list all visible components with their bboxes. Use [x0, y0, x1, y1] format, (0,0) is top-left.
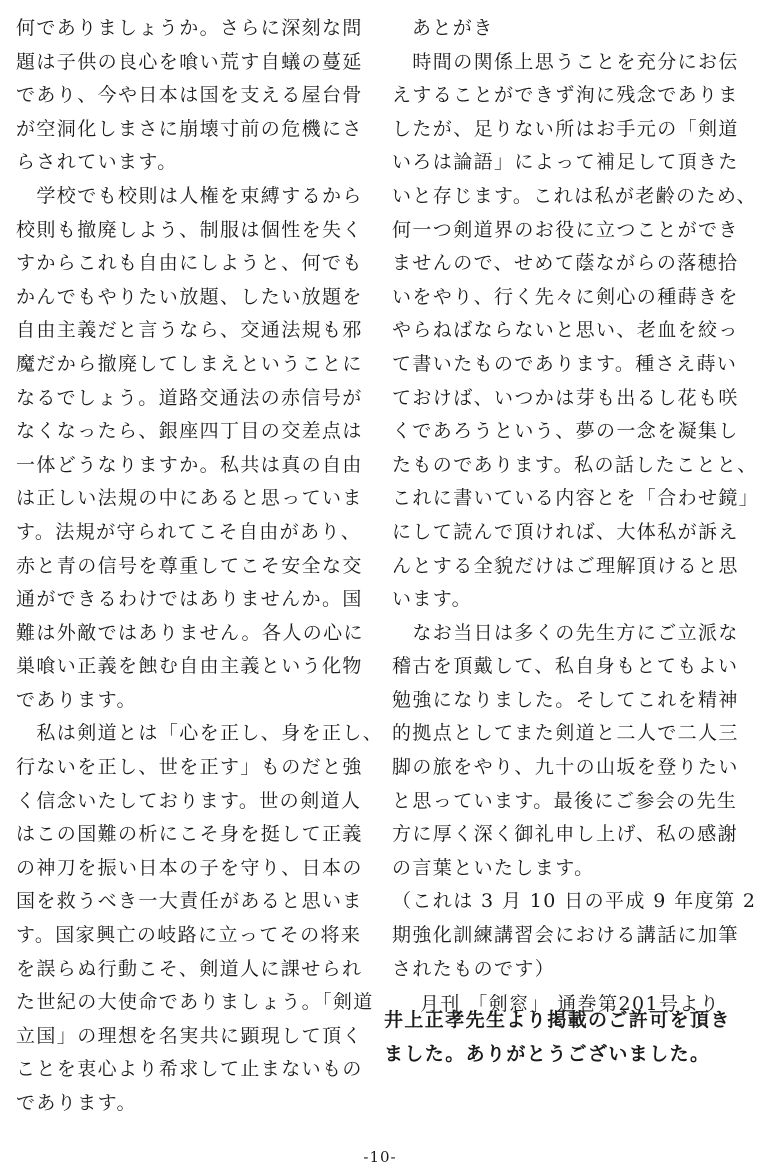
right-line: ませんので、せめて蔭ながらの落穂拾: [392, 252, 739, 275]
left-line: なくなったら、銀座四丁目の交差点は: [16, 420, 363, 443]
left-line: す。法規が守られてこそ自由があり、: [16, 520, 362, 543]
left-line: 巣喰い正義を蝕む自由主義という化物: [16, 655, 363, 678]
right-line: いと存じます。これは私が老齢のため、: [392, 184, 757, 207]
page-number: -10-: [363, 1148, 397, 1166]
left-line: 行ないを正し、世を正す」ものだと強: [16, 756, 363, 779]
left-line: 何でありましょうか。さらに深刻な問: [16, 17, 363, 39]
right-line: されたものです）: [392, 957, 556, 980]
left-line: 校則も撤廃しよう、制服は個性を失く: [16, 218, 363, 241]
right-line: なお当日は多くの先生方にご立派な: [392, 621, 739, 644]
right-line: の言葉といたします。: [392, 856, 595, 879]
right-line: 時間の関係上思うことを充分にお伝: [392, 50, 739, 73]
left-line: 学校でも校則は人権を束縛するから: [16, 184, 363, 207]
left-line: た世紀の大使命でありましょう。「剣道: [16, 991, 374, 1014]
right-line: いろは論語」によって補足して頂きた: [392, 151, 739, 174]
right-line: います。: [392, 588, 473, 611]
left-line: はこの国難の析にこそ身を挺して正義: [16, 823, 363, 846]
left-column: [16, 12, 384, 1121]
left-line: ことを衷心より希求して止まないもの: [16, 1058, 363, 1081]
left-line: であり、今や日本は国を支える屋台骨: [16, 84, 363, 107]
right-line: にして読んで頂ければ、大体私が訴え: [392, 520, 739, 543]
left-line: す。国家興亡の岐路に立ってその将来: [16, 924, 362, 947]
left-line: であります。: [16, 1092, 137, 1114]
right-line: 勉強になりました。そしてこれを精神: [392, 688, 739, 711]
left-line: かんでもやりたい放題、したい放題を: [16, 285, 363, 308]
right-line: えすることができず洵に残念でありま: [392, 84, 739, 107]
left-line: 難は外敵ではありません。各人の心に: [16, 621, 364, 644]
afterword-heading: あとがき: [412, 17, 494, 39]
left-line: すからこれも自由にしようと、何でも: [16, 252, 363, 275]
left-line: なるでしょう。道路交通法の赤信号が: [16, 386, 363, 409]
right-line: て書いたものであります。種さえ蒔い: [392, 352, 738, 375]
left-line: 国を救うべき一大責任があると思いま: [16, 890, 363, 913]
right-line: くであろうという、夢の一念を凝集し: [392, 420, 739, 443]
right-line: これに書いている内容とを「合わせ鏡」: [392, 487, 760, 510]
left-line: 私は剣道とは「心を正し、身を正し、: [16, 722, 384, 745]
right-line: たものであります。私の話したことと、: [392, 453, 758, 476]
left-line: らされています。: [16, 151, 178, 174]
right-line: したが、足りない所はお手元の「剣道: [392, 117, 739, 140]
left-line: 赤と青の信号を尊重してこそ安全な交: [16, 554, 363, 577]
right-line: いをやり、行く先々に剣心の種蒔きを: [392, 285, 739, 308]
left-line: 通ができるわけではありませんか。国: [16, 588, 363, 611]
left-line: は正しい法規の中にあると思っていま: [16, 487, 363, 510]
left-line: 一体どうなりますか。私共は真の自由: [16, 453, 363, 476]
right-line: と思っています。最後にご参会の先生: [392, 789, 738, 812]
left-line: を誤らぬ行動こそ、剣道人に課せられ: [16, 957, 363, 980]
right-line: 脚の旅をやり、九十の山坂を登りたい: [392, 756, 739, 779]
right-line: やらねばならないと思い、老血を絞っ: [392, 319, 739, 342]
right-line: 何一つ剣道界のお役に立つことができ: [392, 218, 739, 241]
acknowledgement-line: 井上正孝先生より掲載のご許可を頂き: [384, 1009, 731, 1031]
left-line: の神刀を振い日本の子を守り、日本の: [16, 856, 363, 879]
left-line: く信念いたしております。世の剣道人: [16, 789, 362, 812]
right-column: [392, 12, 760, 1022]
left-line: が空洞化しまさに崩壊寸前の危機にさ: [16, 117, 363, 140]
source-credit: 月刊 「剣窓」 通巻第201号より: [420, 993, 721, 1016]
right-line: （これは 3 月 10 日の平成 9 年度第 2: [392, 890, 757, 913]
right-line: 方に厚く深く御礼申し上げ、私の感謝: [392, 823, 739, 846]
left-line: 自由主義だと言うなら、交通法規も邪: [16, 319, 363, 342]
right-line: 稽古を頂戴して、私自身もとてもよい: [392, 655, 739, 678]
left-line: 題は子供の良心を喰い荒す自蟻の蔓延: [16, 50, 363, 73]
acknowledgement: [384, 1004, 744, 1071]
left-line: 立国」の理想を名実共に顕現して頂く: [16, 1024, 363, 1047]
acknowledgement-line: ました。ありがとうございました。: [384, 1042, 711, 1065]
right-line: んとする全貌だけはご理解頂けると思: [392, 554, 739, 577]
right-line: 期強化訓練講習会における講話に加筆: [392, 924, 739, 947]
left-line: 魔だから撤廃してしまえということに: [16, 352, 363, 375]
left-line: であります。: [16, 688, 137, 711]
right-line: 的拠点としてまた剣道と二人で二人三: [392, 722, 739, 745]
right-line: ておけば、いつかは芽も出るし花も咲: [392, 386, 739, 409]
